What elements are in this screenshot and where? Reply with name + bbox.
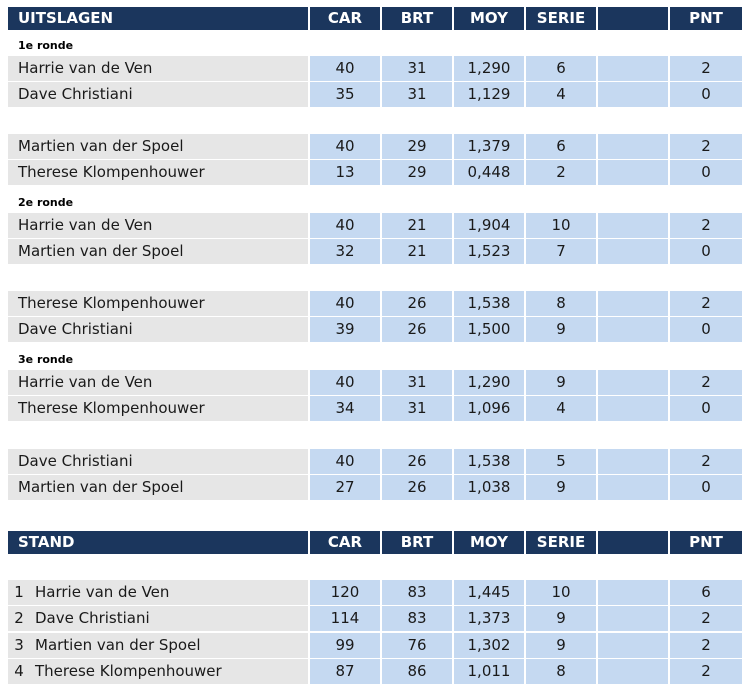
player-name: Therese Klompenhouwer xyxy=(8,291,308,316)
car-value: 35 xyxy=(310,82,380,107)
serie-value: 2 xyxy=(526,160,596,185)
brt-value: 29 xyxy=(382,134,452,159)
col-pnt: PNT xyxy=(670,7,742,30)
col-car: CAR xyxy=(310,7,380,30)
serie-value: 10 xyxy=(526,213,596,238)
car-value: 34 xyxy=(310,396,380,421)
moy-value: 1,290 xyxy=(454,56,524,81)
round-label: 3e ronde xyxy=(18,353,74,366)
player-name: Therese Klompenhouwer xyxy=(8,160,308,185)
blank-cell xyxy=(598,475,668,500)
moy-value: 1,538 xyxy=(454,449,524,474)
col-car: CAR xyxy=(310,531,380,554)
serie-value: 9 xyxy=(526,317,596,342)
rank: 1 xyxy=(8,580,30,605)
result-row xyxy=(0,370,745,395)
brt-value: 26 xyxy=(382,317,452,342)
moy-value: 1,011 xyxy=(454,659,524,684)
blank-cell xyxy=(598,370,668,395)
brt-value: 86 xyxy=(382,659,452,684)
brt-value: 31 xyxy=(382,82,452,107)
serie-value: 8 xyxy=(526,291,596,316)
serie-value: 9 xyxy=(526,370,596,395)
result-row xyxy=(0,82,745,107)
serie-value: 10 xyxy=(526,580,596,605)
moy-value: 1,904 xyxy=(454,213,524,238)
serie-value: 5 xyxy=(526,449,596,474)
brt-value: 83 xyxy=(382,606,452,631)
player-name: Dave Christiani xyxy=(8,317,308,342)
moy-value: 1,523 xyxy=(454,239,524,264)
result-row xyxy=(0,291,745,316)
result-row xyxy=(0,475,745,500)
pnt-value: 0 xyxy=(670,82,742,107)
col-brt: BRT xyxy=(382,7,452,30)
moy-value: 1,379 xyxy=(454,134,524,159)
car-value: 13 xyxy=(310,160,380,185)
car-value: 40 xyxy=(310,56,380,81)
blank-cell xyxy=(598,160,668,185)
pnt-value: 0 xyxy=(670,239,742,264)
rank: 3 xyxy=(8,633,30,658)
moy-value: 1,038 xyxy=(454,475,524,500)
pnt-value: 0 xyxy=(670,475,742,500)
col-pnt: PNT xyxy=(670,531,742,554)
result-row xyxy=(0,317,745,342)
brt-value: 29 xyxy=(382,160,452,185)
brt-value: 31 xyxy=(382,370,452,395)
serie-value: 6 xyxy=(526,134,596,159)
col-brt: BRT xyxy=(382,531,452,554)
player-name: Harrie van de Ven xyxy=(30,580,308,605)
brt-value: 83 xyxy=(382,580,452,605)
car-value: 120 xyxy=(310,580,380,605)
brt-value: 31 xyxy=(382,56,452,81)
pnt-value: 2 xyxy=(670,134,742,159)
pnt-value: 0 xyxy=(670,317,742,342)
blank-cell xyxy=(598,239,668,264)
blank-cell xyxy=(598,449,668,474)
car-value: 27 xyxy=(310,475,380,500)
moy-value: 1,373 xyxy=(454,606,524,631)
blank-cell xyxy=(598,291,668,316)
blank-cell xyxy=(598,606,668,631)
moy-value: 1,538 xyxy=(454,291,524,316)
moy-value: 1,500 xyxy=(454,317,524,342)
serie-value: 4 xyxy=(526,82,596,107)
rank: 2 xyxy=(8,606,30,631)
result-row xyxy=(0,239,745,264)
col-moy: MOY xyxy=(454,7,524,30)
pnt-value: 2 xyxy=(670,633,742,658)
pnt-value: 2 xyxy=(670,370,742,395)
serie-value: 6 xyxy=(526,56,596,81)
standing-row xyxy=(0,580,745,605)
standing-row xyxy=(0,633,745,658)
col-serie: SERIE xyxy=(526,531,596,554)
blank-cell xyxy=(598,82,668,107)
blank-cell xyxy=(598,317,668,342)
pnt-value: 2 xyxy=(670,213,742,238)
result-row xyxy=(0,56,745,81)
stand-title: STAND xyxy=(8,531,308,554)
pnt-value: 2 xyxy=(670,291,742,316)
moy-value: 1,445 xyxy=(454,580,524,605)
serie-value: 9 xyxy=(526,475,596,500)
uitslagen-title: UITSLAGEN xyxy=(8,7,308,30)
moy-value: 1,129 xyxy=(454,82,524,107)
pnt-value: 0 xyxy=(670,396,742,421)
stand-header xyxy=(0,527,745,552)
blank-cell xyxy=(598,633,668,658)
player-name: Therese Klompenhouwer xyxy=(30,659,308,684)
col-blank xyxy=(598,531,668,554)
moy-value: 1,096 xyxy=(454,396,524,421)
result-row xyxy=(0,134,745,159)
player-name: Harrie van de Ven xyxy=(8,56,308,81)
player-name: Therese Klompenhouwer xyxy=(8,396,308,421)
blank-cell xyxy=(598,56,668,81)
player-name: Martien van der Spoel xyxy=(8,239,308,264)
blank-cell xyxy=(598,659,668,684)
player-name: Harrie van de Ven xyxy=(8,370,308,395)
pnt-value: 6 xyxy=(670,580,742,605)
car-value: 40 xyxy=(310,213,380,238)
car-value: 40 xyxy=(310,370,380,395)
brt-value: 76 xyxy=(382,633,452,658)
blank-cell xyxy=(598,396,668,421)
car-value: 99 xyxy=(310,633,380,658)
serie-value: 7 xyxy=(526,239,596,264)
blank-cell xyxy=(598,213,668,238)
serie-value: 9 xyxy=(526,606,596,631)
result-row xyxy=(0,160,745,185)
player-name: Martien van der Spoel xyxy=(8,134,308,159)
blank-cell xyxy=(598,134,668,159)
player-name: Martien van der Spoel xyxy=(30,633,308,658)
car-value: 32 xyxy=(310,239,380,264)
standing-row xyxy=(0,659,745,684)
brt-value: 26 xyxy=(382,291,452,316)
brt-value: 26 xyxy=(382,449,452,474)
round-label: 2e ronde xyxy=(18,196,74,209)
col-blank xyxy=(598,7,668,30)
serie-value: 9 xyxy=(526,633,596,658)
pnt-value: 2 xyxy=(670,659,742,684)
round-label: 1e ronde xyxy=(18,39,74,52)
car-value: 114 xyxy=(310,606,380,631)
player-name: Dave Christiani xyxy=(30,606,308,631)
rank: 4 xyxy=(8,659,30,684)
col-serie: SERIE xyxy=(526,7,596,30)
player-name: Martien van der Spoel xyxy=(8,475,308,500)
car-value: 40 xyxy=(310,134,380,159)
pnt-value: 2 xyxy=(670,606,742,631)
brt-value: 26 xyxy=(382,475,452,500)
moy-value: 1,290 xyxy=(454,370,524,395)
serie-value: 8 xyxy=(526,659,596,684)
result-row xyxy=(0,396,745,421)
brt-value: 31 xyxy=(382,396,452,421)
car-value: 87 xyxy=(310,659,380,684)
serie-value: 4 xyxy=(526,396,596,421)
car-value: 39 xyxy=(310,317,380,342)
player-name: Dave Christiani xyxy=(8,82,308,107)
brt-value: 21 xyxy=(382,213,452,238)
blank-cell xyxy=(598,580,668,605)
car-value: 40 xyxy=(310,449,380,474)
moy-value: 0,448 xyxy=(454,160,524,185)
col-moy: MOY xyxy=(454,531,524,554)
pnt-value: 0 xyxy=(670,160,742,185)
moy-value: 1,302 xyxy=(454,633,524,658)
result-row xyxy=(0,449,745,474)
player-name: Harrie van de Ven xyxy=(8,213,308,238)
car-value: 40 xyxy=(310,291,380,316)
result-row xyxy=(0,213,745,238)
brt-value: 21 xyxy=(382,239,452,264)
pnt-value: 2 xyxy=(670,449,742,474)
standing-row xyxy=(0,606,745,631)
uitslagen-header xyxy=(0,3,745,28)
player-name: Dave Christiani xyxy=(8,449,308,474)
pnt-value: 2 xyxy=(670,56,742,81)
